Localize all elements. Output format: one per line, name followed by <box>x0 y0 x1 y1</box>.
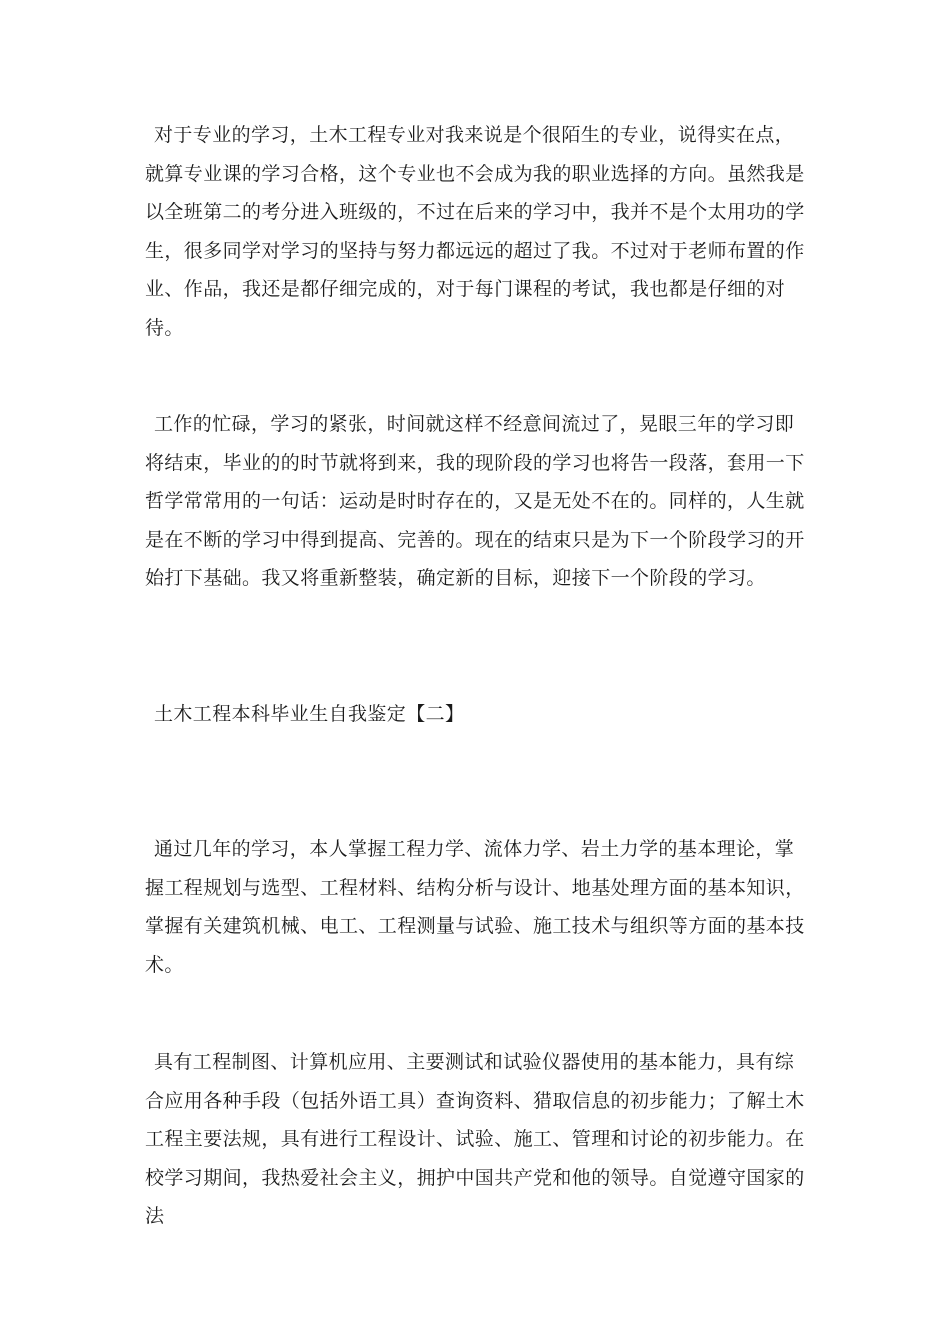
paragraph-abilities: 具有工程制图、计算机应用、主要测试和试验仪器使用的基本能力，具有综合应用各种手段（包括外语工具）查询资料、猎取信息的初步能力；了解土木工程主要法规，具有进行工程设计、试验、施工、管理和讨论的初步能力。在校学习期间，我热爱社会主义，拥护中国共产党和他的领导。自觉遵守国家的法 <box>145 1051 805 1227</box>
paragraph-study-attitude: 对于专业的学习，土木工程专业对我来说是个很陌生的专业，说得实在点，就算专业课的学习合格，这个专业也不会成为我的职业选择的方向。虽然我是以全班第二的考分进入班级的，不过在后来的学习中，我并不是个太用功的学生，很多同学对学习的坚持与努力都远远的超过了我。不过对于老师布置的作业、作品，我还是都仔细完成的，对于每门课程的考试，我也都是仔细的对待。 <box>145 124 805 339</box>
section-heading: 土木工程本科毕业生自我鉴定【二】 <box>154 703 465 725</box>
paragraph-graduation-reflection: 工作的忙碌，学习的紧张，时间就这样不经意间流过了，晃眼三年的学习即将结束，毕业的的时节就将到来，我的现阶段的学习也将告一段落，套用一下哲学常常用的一句话：运动是时时存在的，又是无处不在的。同样的，人生就是在不断的学习中得到提高、完善的。现在的结束只是为下一个阶段学习的开始打下基础。我又将重新整装，确定新的目标，迎接下一个阶段的学习。 <box>145 413 805 589</box>
paragraph-knowledge-mastered: 通过几年的学习，本人掌握工程力学、流体力学、岩土力学的基本理论，掌握工程规划与选型、工程材料、结构分析与设计、地基处理方面的基本知识，掌握有关建筑机械、电工、工程测量与试验、施工技术与组织等方面的基本技术。 <box>145 838 805 976</box>
